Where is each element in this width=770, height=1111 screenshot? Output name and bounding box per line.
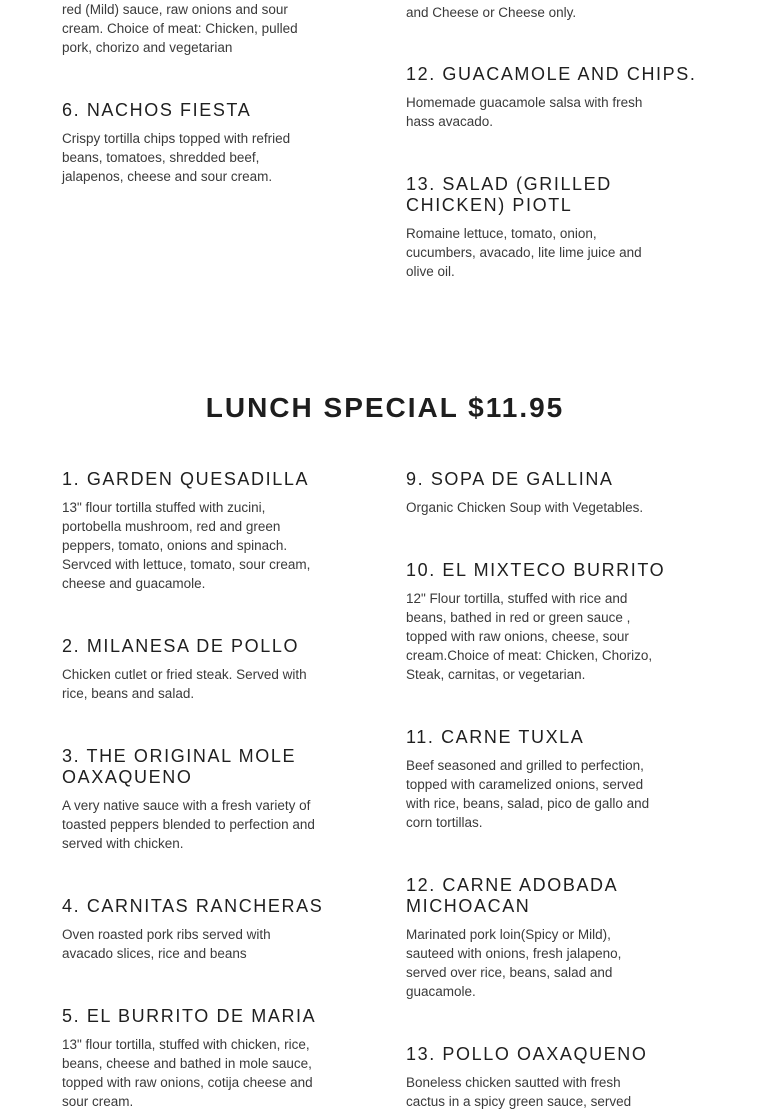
menu-item bbox=[62, 896, 324, 963]
menu-item-title: 6. NACHOS FIESTA bbox=[62, 100, 252, 120]
menu-item bbox=[406, 560, 668, 684]
menu-item-title: 9. SOPA DE GALLINA bbox=[406, 469, 614, 489]
menu-item bbox=[62, 469, 324, 593]
menu-item bbox=[406, 469, 668, 517]
menu-item bbox=[406, 1044, 668, 1111]
menu-item bbox=[62, 746, 324, 853]
menu-item bbox=[62, 1006, 324, 1111]
menu-item bbox=[406, 727, 668, 832]
menu-item bbox=[406, 174, 668, 281]
menu-item-title: 4. CARNITAS RANCHERAS bbox=[62, 896, 324, 916]
menu-item bbox=[62, 100, 324, 186]
menu-item-desc-fragment: red (Mild) sauce, raw onions and sour cream. Choice of meat: Chicken, pulled pork, chorizo and vegetarian bbox=[62, 2, 298, 55]
menu-item-title: 1. GARDEN QUESADILLA bbox=[62, 469, 310, 489]
menu-item-desc: Organic Chicken Soup with Vegetables. bbox=[406, 500, 644, 515]
menu-item bbox=[406, 64, 697, 131]
menu-item-desc: Marinated pork loin(Spicy or Mild), sauteed with onions, fresh jalapeno, served over rice, beans, salad and guacamole. bbox=[406, 927, 622, 999]
menu-item-desc: 12" Flour tortilla, stuffed with rice and beans, bathed in red or green sauce , topped with raw onions, cheese, sour cream.Choice of meat: Chicken, Chorizo, Steak, carnitas, or vegetarian. bbox=[406, 591, 653, 682]
menu-item-desc: Chicken cutlet or fried steak. Served with rice, beans and salad. bbox=[62, 667, 307, 701]
menu-item-title: 13. POLLO OAXAQUENO bbox=[406, 1044, 648, 1064]
menu-item-title: 2. MILANESA DE POLLO bbox=[62, 636, 300, 656]
menu-item-desc: Beef seasoned and grilled to perfection, topped with caramelized onions, served with rice, beans, salad, pico de gallo and corn tortillas. bbox=[406, 758, 650, 830]
menu-item bbox=[62, 636, 324, 703]
menu-item-title: 3. THE ORIGINAL MOLE OAXAQUENO bbox=[62, 746, 297, 787]
menu-item-desc: Romaine lettuce, tomato, onion, cucumbers, avacado, lite lime juice and olive oil. bbox=[406, 226, 642, 279]
menu-item-title: 13. SALAD (GRILLED CHICKEN) PIOTL bbox=[406, 174, 612, 215]
menu-item-desc: 13" flour tortilla, stuffed with chicken, rice, beans, cheese and bathed in mole sauce, topped with raw onions, cotija cheese and sour cream. bbox=[62, 1037, 313, 1109]
menu-item-title: 12. GUACAMOLE AND CHIPS. bbox=[406, 64, 697, 84]
menu-item-desc: Crispy tortilla chips topped with refried beans, tomatoes, shredded beef, jalapenos, cheese and sour cream. bbox=[62, 131, 291, 184]
section-heading: LUNCH SPECIAL $11.95 bbox=[205, 392, 565, 423]
menu-item-desc: Oven roasted pork ribs served with avacado slices, rice and beans bbox=[62, 927, 271, 961]
menu-item-title: 5. EL BURRITO DE MARIA bbox=[62, 1006, 317, 1026]
menu-item-title: 10. EL MIXTECO BURRITO bbox=[406, 560, 666, 580]
menu-item-desc: A very native sauce with a fresh variety of toasted peppers blended to perfection and served with chicken. bbox=[62, 798, 315, 851]
menu-item bbox=[406, 875, 668, 1001]
menu-item-title: 12. CARNE ADOBADA MICHOACAN bbox=[406, 875, 618, 916]
menu-item-desc: Homemade guacamole salsa with fresh hass avacado. bbox=[406, 95, 643, 129]
menu-item-desc: Boneless chicken sautted with fresh cactus in a spicy green sauce, served bbox=[406, 1075, 632, 1109]
menu-item-title: 11. CARNE TUXLA bbox=[406, 727, 585, 747]
menu-item-desc-fragment: and Cheese or Cheese only. bbox=[406, 5, 577, 20]
menu-item-desc: 13" flour tortilla stuffed with zucini, portobella mushroom, red and green peppers, tomato, onions and spinach. Servced with lettuce, tomato, sour cream, cheese and guacamole. bbox=[62, 500, 311, 591]
